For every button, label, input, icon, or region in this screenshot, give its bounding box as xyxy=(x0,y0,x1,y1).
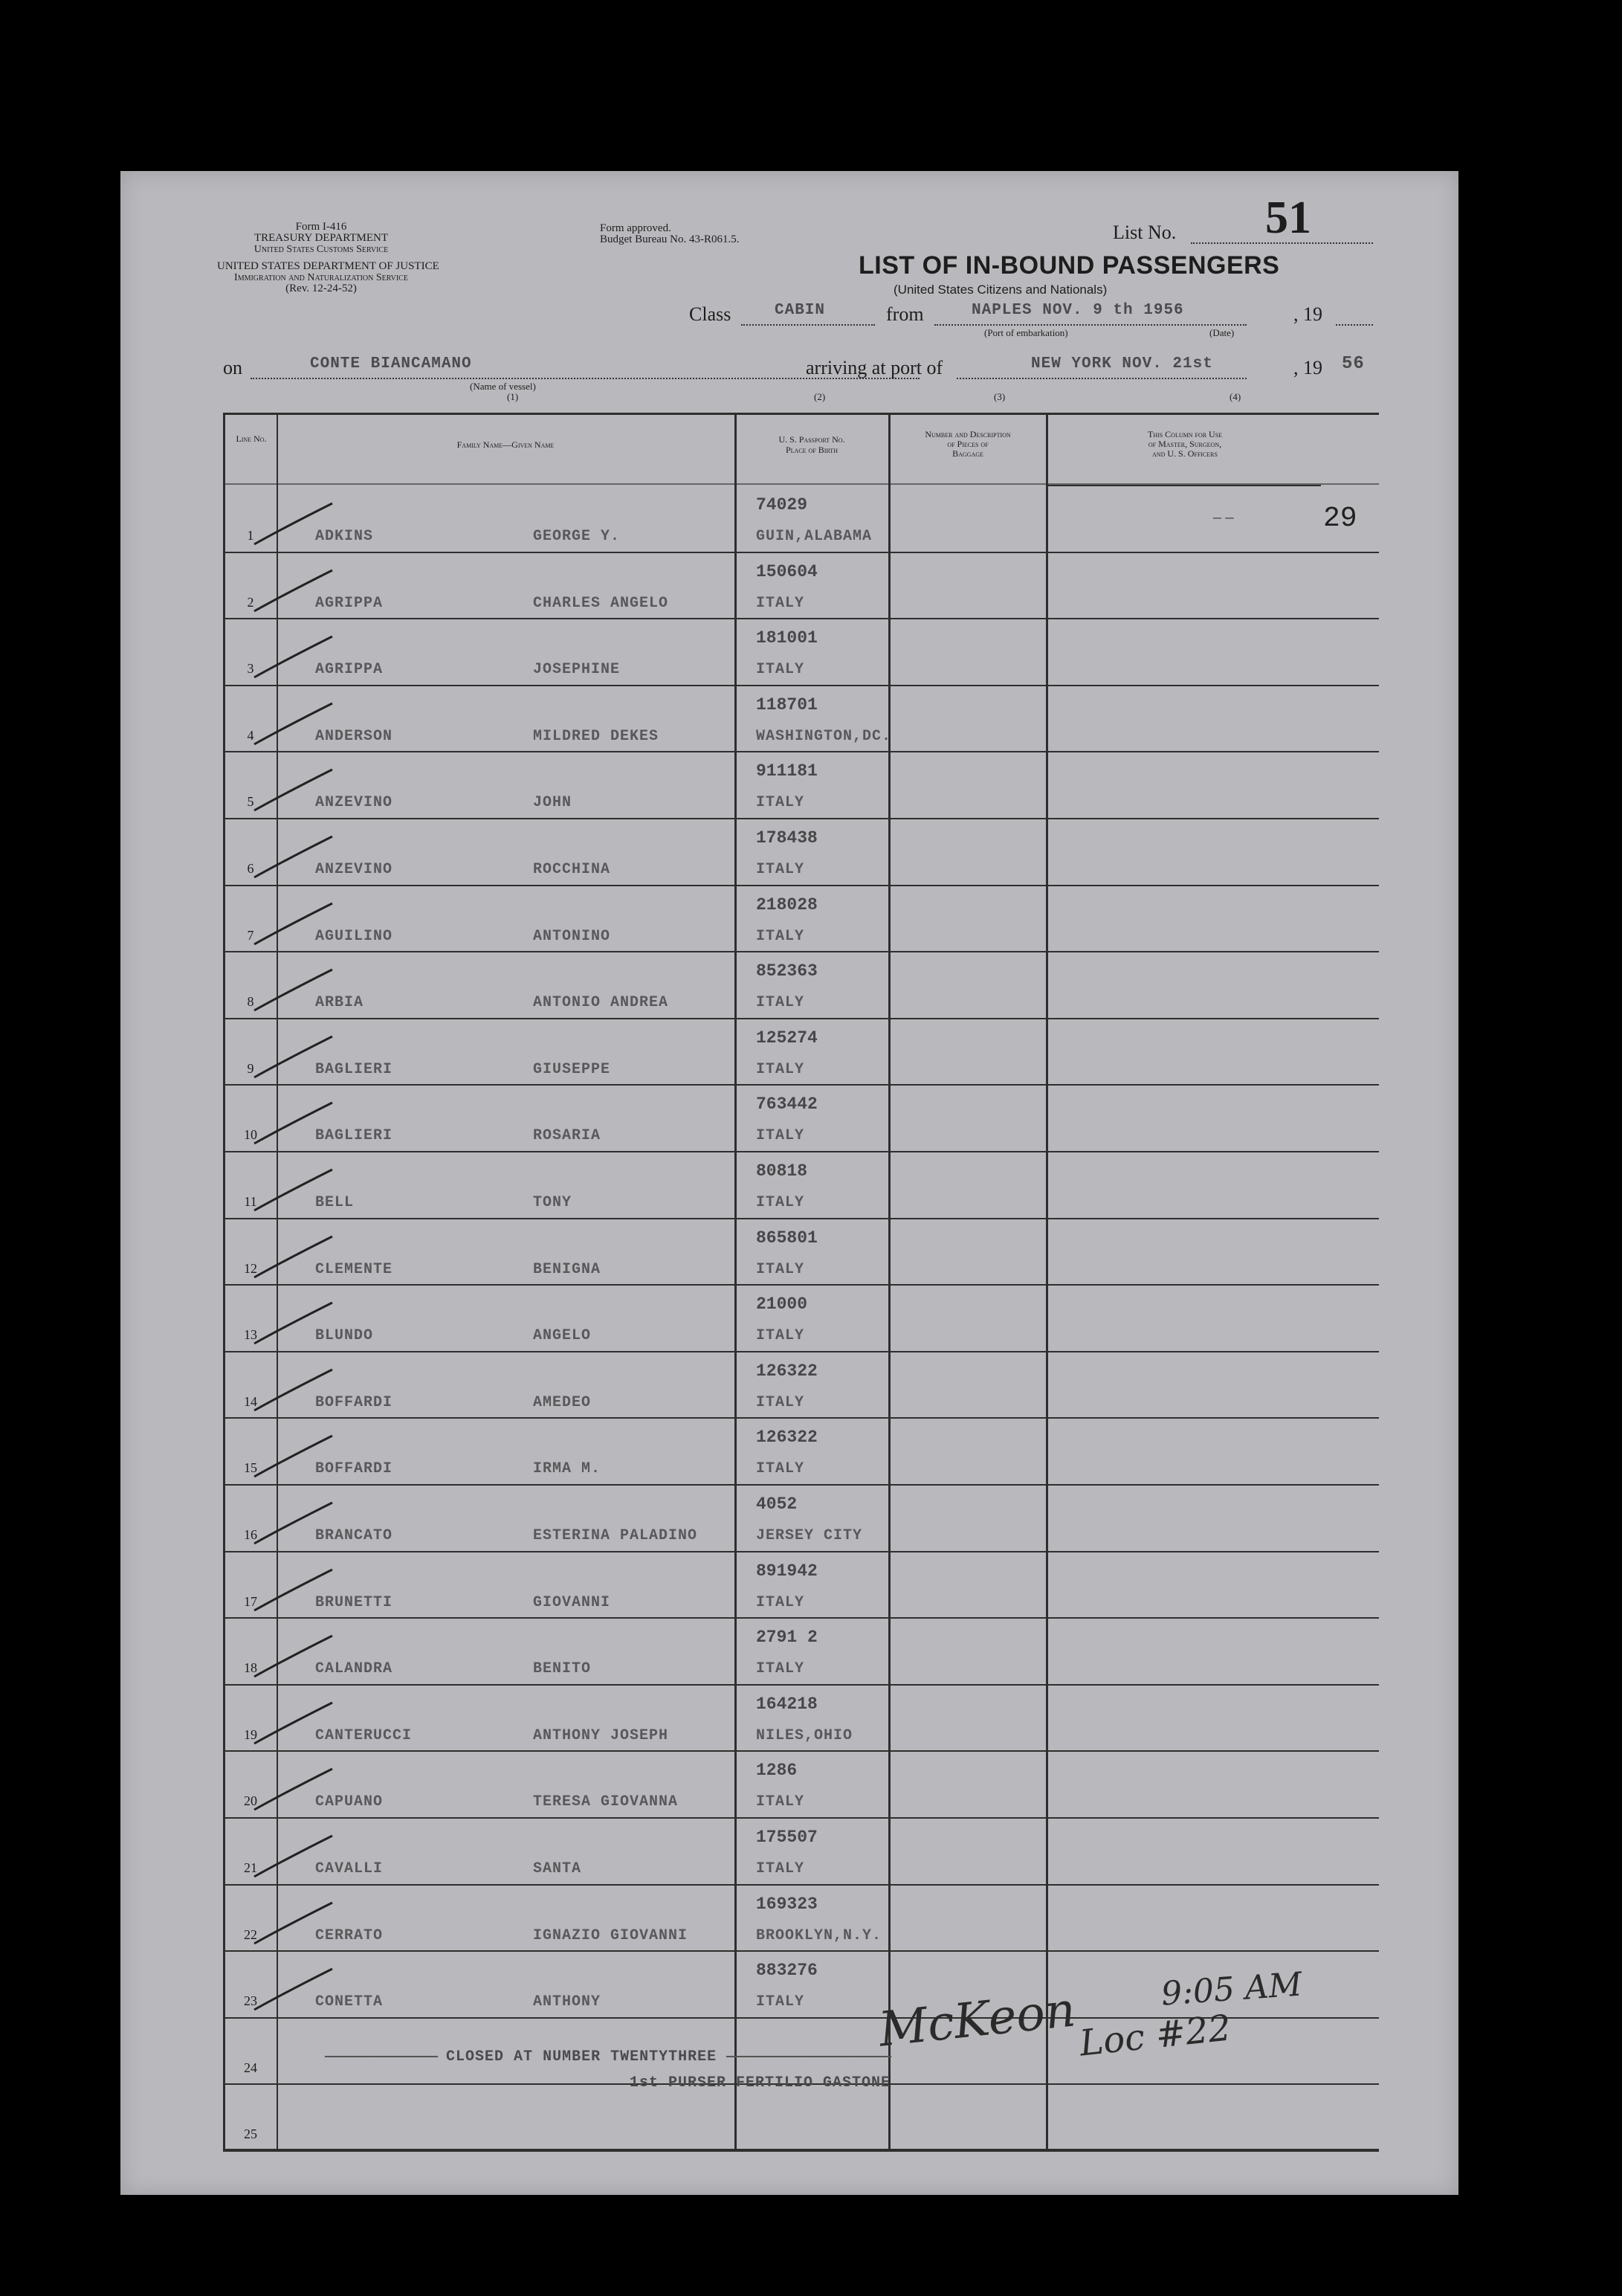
check-mark-icon xyxy=(251,1099,340,1151)
family-name: AGRIPPA xyxy=(315,595,384,612)
line-number: 25 xyxy=(244,2126,257,2141)
arriving-year-prefix: , 19 xyxy=(1293,357,1322,378)
family-name: ARBIA xyxy=(315,994,364,1011)
colhead-passport-2: Place of Birth xyxy=(786,445,838,455)
family-name: CLEMENTE xyxy=(315,1261,393,1278)
given-name: IGNAZIO GIOVANNI xyxy=(533,1927,688,1944)
family-name: BAGLIERI xyxy=(315,1127,393,1144)
place-of-birth: GUIN,ALABAMA xyxy=(756,528,873,545)
row-rule xyxy=(223,1284,1379,1286)
line-number: 3 xyxy=(247,661,254,676)
check-mark-icon xyxy=(251,1699,340,1751)
family-name: CAPUANO xyxy=(315,1793,384,1810)
passport-number: 164218 xyxy=(756,1694,818,1714)
date-caption: (Date) xyxy=(1209,327,1235,338)
col-divider-baggage xyxy=(1046,413,1048,2151)
passport-number: 74029 xyxy=(756,495,808,515)
family-name: BLUNDO xyxy=(315,1327,374,1344)
colhead-baggage-2: of Pieces of xyxy=(947,439,989,449)
passport-number: 763442 xyxy=(756,1094,818,1114)
document-subtitle: (United States Citizens and Nationals) xyxy=(894,283,1108,297)
port-embarkation-caption: (Port of embarkation) xyxy=(984,327,1068,338)
given-name: TONY xyxy=(533,1194,572,1211)
line-number: 17 xyxy=(244,1594,257,1609)
passport-number: 150604 xyxy=(756,562,818,581)
line-number: 21 xyxy=(244,1860,257,1875)
place-of-birth: BROOKLYN,N.Y. xyxy=(756,1927,882,1944)
agency-block xyxy=(217,221,439,294)
signature: McKeon xyxy=(876,1982,1079,2058)
line-number: 24 xyxy=(244,2060,257,2075)
family-name: ANZEVINO xyxy=(315,861,393,878)
check-mark-icon xyxy=(251,1299,340,1351)
line-number: 16 xyxy=(244,1527,257,1542)
place-of-birth: ITALY xyxy=(756,1594,805,1611)
row-rule xyxy=(223,618,1379,619)
line-number: 5 xyxy=(247,794,254,809)
check-mark-icon xyxy=(251,833,340,885)
check-mark-icon xyxy=(251,567,340,619)
check-mark-icon xyxy=(251,1166,340,1218)
family-name: BRANCATO xyxy=(315,1527,393,1544)
customs-service: United States Customs Service xyxy=(253,244,389,255)
check-mark-icon xyxy=(251,966,340,1018)
officer-mark: – – xyxy=(1213,507,1234,526)
given-name: ESTERINA PALADINO xyxy=(533,1527,698,1544)
col-divider-name xyxy=(734,413,737,2151)
table-left-border xyxy=(223,413,225,2151)
row-rule xyxy=(223,1617,1379,1619)
row-rule xyxy=(223,2150,1379,2152)
family-name: BOFFARDI xyxy=(315,1394,393,1411)
class-value: CABIN xyxy=(775,302,826,319)
justice-dept: UNITED STATES DEPARTMENT OF JUSTICE xyxy=(217,260,439,272)
check-mark-icon xyxy=(251,1899,340,1951)
class-line xyxy=(741,324,875,326)
line-number: 19 xyxy=(244,1727,257,1742)
place-of-birth: JERSEY CITY xyxy=(756,1527,863,1544)
vessel-value: CONTE BIANCAMANO xyxy=(310,355,472,373)
row-rule xyxy=(223,552,1379,553)
given-name: AMEDEO xyxy=(533,1394,592,1411)
check-mark-icon xyxy=(251,766,340,818)
place-of-birth: ITALY xyxy=(756,1194,805,1211)
check-mark-icon xyxy=(251,1366,340,1418)
row-rule xyxy=(223,1018,1379,1019)
row-rule xyxy=(223,1351,1379,1352)
check-mark-icon xyxy=(251,500,340,552)
place-of-birth: ITALY xyxy=(756,994,805,1011)
place-of-birth: ITALY xyxy=(756,1394,805,1411)
check-mark-icon xyxy=(251,1033,340,1085)
class-label: Class xyxy=(689,303,731,325)
check-mark-icon xyxy=(251,1499,340,1551)
line-number: 18 xyxy=(244,1660,257,1675)
given-name: JOSEPHINE xyxy=(533,661,621,678)
family-name: ANZEVINO xyxy=(315,794,393,811)
caption-1: (1) xyxy=(507,391,519,402)
officer-count: 29 xyxy=(1323,503,1357,535)
approval-block xyxy=(600,223,739,245)
treasury-dept: TREASURY DEPARTMENT xyxy=(253,232,389,244)
check-mark-icon xyxy=(251,1965,340,2017)
given-name: CHARLES ANGELO xyxy=(533,595,669,612)
family-name: BOFFARDI xyxy=(315,1460,393,1477)
passport-number: 126322 xyxy=(756,1361,818,1381)
colhead-officers-2: of Master, Surgeon, xyxy=(1148,439,1222,449)
row-rule xyxy=(223,1884,1379,1886)
place-of-birth: ITALY xyxy=(756,1793,805,1810)
given-name: ANTONIO ANDREA xyxy=(533,994,669,1011)
row-rule xyxy=(223,1950,1379,1952)
check-mark-icon xyxy=(251,1432,340,1484)
given-name: BENITO xyxy=(533,1660,592,1677)
caption-2: (2) xyxy=(814,391,826,402)
check-mark-icon xyxy=(251,1765,340,1817)
line-number: 6 xyxy=(247,861,254,876)
passport-number: 891942 xyxy=(756,1561,818,1581)
line-number: 8 xyxy=(247,994,254,1009)
arriving-year: 56 xyxy=(1342,354,1365,374)
form-number: Form I-416 xyxy=(295,221,347,233)
passport-number: 181001 xyxy=(756,628,818,648)
from-year-line xyxy=(1336,324,1373,326)
from-line xyxy=(934,324,1247,326)
family-name: CALANDRA xyxy=(315,1660,393,1677)
row-rule xyxy=(223,818,1379,819)
family-name: BELL xyxy=(315,1194,355,1211)
passport-number: 1286 xyxy=(756,1761,798,1780)
row-rule xyxy=(223,751,1379,752)
purser-line: 1st PURSER FERTILIO GASTONE xyxy=(630,2074,891,2092)
given-name: GIOVANNI xyxy=(533,1594,611,1611)
check-mark-icon xyxy=(251,700,340,752)
row-rule xyxy=(223,1084,1379,1086)
family-name: CANTERUCCI xyxy=(315,1727,413,1744)
place-of-birth: ITALY xyxy=(756,1327,805,1344)
colhead-officers-3: and U. S. Officers xyxy=(1152,448,1218,459)
from-value: NAPLES NOV. 9 th 1956 xyxy=(972,302,1184,319)
line-number: 13 xyxy=(244,1327,257,1342)
passport-number: 80818 xyxy=(756,1161,808,1181)
place-of-birth: ITALY xyxy=(756,1127,805,1144)
row-rule xyxy=(223,1684,1379,1686)
check-mark-icon xyxy=(251,1566,340,1618)
passport-number: 865801 xyxy=(756,1228,818,1248)
line-number: 9 xyxy=(247,1061,254,1076)
passport-number: 218028 xyxy=(756,895,818,915)
vessel-caption: (Name of vessel) xyxy=(470,381,536,392)
passport-number: 852363 xyxy=(756,961,818,981)
family-name: CAVALLI xyxy=(315,1860,384,1877)
line-number: 22 xyxy=(244,1927,257,1942)
passport-number: 178438 xyxy=(756,828,818,848)
passport-number: 118701 xyxy=(756,695,818,715)
arriving-label: arriving at port of xyxy=(806,357,943,378)
caption-4: (4) xyxy=(1230,391,1241,402)
given-name: JOHN xyxy=(533,794,572,811)
closing-line: ——————————————— CLOSED AT NUMBER TWENTYTHREE —————————————————————— xyxy=(325,2048,891,2066)
from-year-prefix: , 19 xyxy=(1293,303,1322,325)
officer-col-rule xyxy=(1046,485,1321,486)
place-of-birth: ITALY xyxy=(756,595,805,612)
family-name: BAGLIERI xyxy=(315,1061,393,1078)
row-rule xyxy=(223,1417,1379,1419)
line-number: 12 xyxy=(244,1261,257,1276)
given-name: BENIGNA xyxy=(533,1261,601,1278)
passport-number: 175507 xyxy=(756,1828,818,1847)
manifest-page xyxy=(120,171,1458,2195)
check-mark-icon xyxy=(251,633,340,685)
given-name: ANTONINO xyxy=(533,928,611,945)
colhead-baggage-3: Baggage xyxy=(952,448,983,459)
line-number: 4 xyxy=(247,728,254,743)
line-number: 11 xyxy=(244,1194,257,1209)
given-name: TERESA GIOVANNA xyxy=(533,1793,679,1810)
family-name: ADKINS xyxy=(315,528,374,545)
line-number: 14 xyxy=(244,1394,257,1409)
place-of-birth: ITALY xyxy=(756,1261,805,1278)
passport-number: 883276 xyxy=(756,1961,818,1980)
row-rule xyxy=(223,951,1379,952)
list-number: 51 xyxy=(1265,193,1311,243)
given-name: GIUSEPPE xyxy=(533,1061,611,1078)
family-name: AGRIPPA xyxy=(315,661,384,678)
family-name: BRUNETTI xyxy=(315,1594,393,1611)
colhead-name: Family Name—Given Name xyxy=(456,439,555,450)
given-name: ROCCHINA xyxy=(533,861,611,878)
header-bottom-rule xyxy=(223,483,1379,485)
colhead-passport-1: U. S. Passport No. xyxy=(778,434,845,445)
given-name: IRMA M. xyxy=(533,1460,601,1477)
passport-number: 125274 xyxy=(756,1028,818,1048)
colhead-baggage-1: Number and Description xyxy=(925,429,1011,439)
given-name: SANTA xyxy=(533,1860,582,1877)
revision-date: (Rev. 12-24-52) xyxy=(285,283,357,294)
line-number: 23 xyxy=(244,1993,257,2008)
signature-time: 9:05 AM xyxy=(1160,1965,1304,2013)
given-name: ANTHONY xyxy=(533,1993,601,2010)
on-label: on xyxy=(223,357,242,378)
colhead-officers-1: This Column for Use xyxy=(1147,429,1223,439)
table-top-border xyxy=(223,413,1379,415)
passport-number: 4052 xyxy=(756,1494,798,1514)
place-of-birth: ITALY xyxy=(756,794,805,811)
list-no-label: List No. xyxy=(1113,222,1177,243)
closing-text: CLOSED AT NUMBER TWENTYTHREE xyxy=(446,2048,717,2066)
budget-bureau: Budget Bureau No. 43-R061.5. xyxy=(600,233,740,245)
given-name: GEORGE Y. xyxy=(533,528,621,545)
row-rule xyxy=(223,685,1379,686)
row-rule xyxy=(223,885,1379,886)
place-of-birth: NILES,OHIO xyxy=(756,1727,853,1744)
row-rule xyxy=(223,1484,1379,1486)
place-of-birth: ITALY xyxy=(756,1061,805,1078)
colhead-line-no: Line No. xyxy=(236,433,267,444)
row-rule xyxy=(223,1750,1379,1752)
passport-number: 126322 xyxy=(756,1428,818,1447)
line-number: 10 xyxy=(244,1127,257,1142)
family-name: ANDERSON xyxy=(315,728,393,745)
signature-note: Loc #22 xyxy=(1077,2007,1233,2065)
row-rule xyxy=(223,1218,1379,1219)
row-rule xyxy=(223,1151,1379,1152)
given-name: MILDRED DEKES xyxy=(533,728,659,745)
col-divider-passport xyxy=(888,413,891,2151)
check-mark-icon xyxy=(251,900,340,952)
row-rule xyxy=(223,1551,1379,1552)
place-of-birth: ITALY xyxy=(756,1860,805,1877)
family-name: CONETTA xyxy=(315,1993,384,2010)
place-of-birth: WASHINGTON,DC. xyxy=(756,728,892,745)
check-mark-icon xyxy=(251,1233,340,1285)
line-number: 7 xyxy=(247,928,254,943)
line-number: 15 xyxy=(244,1460,257,1475)
place-of-birth: ITALY xyxy=(756,928,805,945)
family-name: AGUILINO xyxy=(315,928,393,945)
form-approved: Form approved. xyxy=(600,222,671,234)
given-name: ANGELO xyxy=(533,1327,592,1344)
passport-number: 21000 xyxy=(756,1294,808,1314)
document-title: LIST OF IN-BOUND PASSENGERS xyxy=(859,251,1280,280)
from-label: from xyxy=(886,303,924,325)
arriving-value: NEW YORK NOV. 21st xyxy=(1031,355,1213,373)
given-name: ANTHONY JOSEPH xyxy=(533,1727,669,1744)
family-name: CERRATO xyxy=(315,1927,384,1944)
check-mark-icon xyxy=(251,1832,340,1884)
arriving-line xyxy=(957,378,1247,379)
passport-number: 2791 2 xyxy=(756,1628,818,1647)
line-number: 1 xyxy=(247,528,254,543)
place-of-birth: ITALY xyxy=(756,861,805,878)
row-rule xyxy=(223,1817,1379,1819)
line-number: 20 xyxy=(244,1793,257,1808)
immigration-service: Immigration and Naturalization Service xyxy=(234,272,408,283)
place-of-birth: ITALY xyxy=(756,1993,805,2010)
place-of-birth: ITALY xyxy=(756,1460,805,1477)
given-name: ROSARIA xyxy=(533,1127,601,1144)
place-of-birth: ITALY xyxy=(756,661,805,678)
check-mark-icon xyxy=(251,1632,340,1684)
place-of-birth: ITALY xyxy=(756,1660,805,1677)
passport-number: 169323 xyxy=(756,1894,818,1914)
caption-3: (3) xyxy=(994,391,1006,402)
line-number: 2 xyxy=(247,595,254,610)
passport-number: 911181 xyxy=(756,761,818,781)
